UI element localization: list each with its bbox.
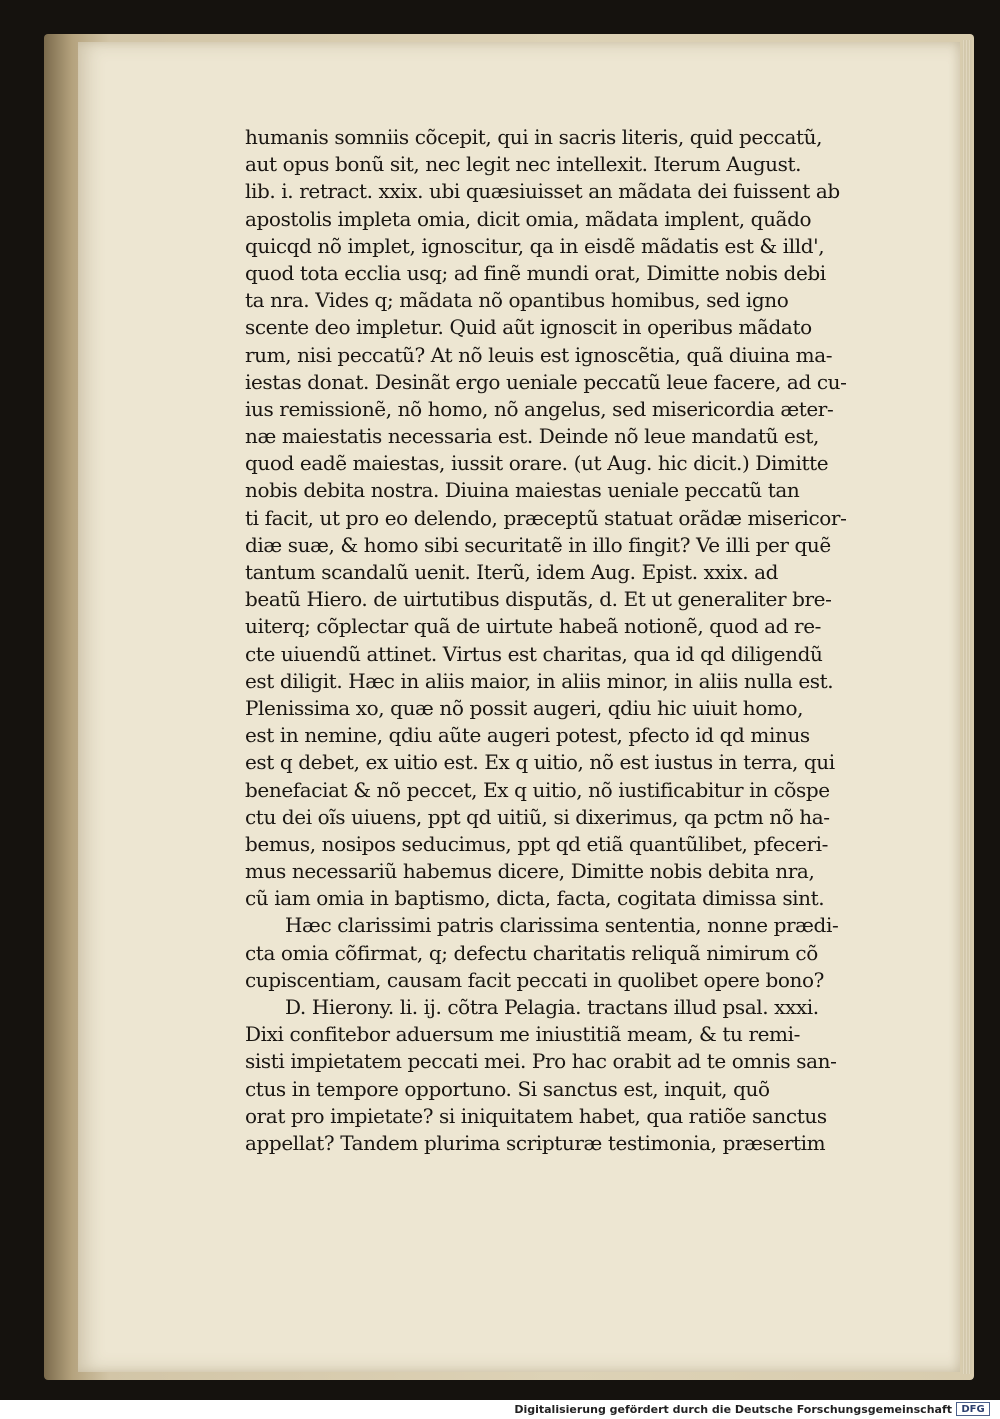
funding-credit: Digitalisierung gefördert durch die Deutsche Forschungsgemeinschaft	[514, 1403, 952, 1416]
text-line: scente deo impletur. Quid aũt ignoscit in operibus mãdato	[245, 315, 812, 340]
page-edges	[962, 40, 972, 1374]
text-line: iestas donat. Desinãt ergo ueniale peccatũ leue facere, ad cu-	[245, 369, 847, 394]
text-line: ta nra. Vides q; mãdata nõ opantibus homibus, sed igno	[245, 288, 789, 313]
text-line: aut opus bonũ sit, nec legit nec intellexit. Iterum August.	[245, 152, 802, 177]
text-line: quod eadẽ maiestas, iussit orare. (ut Aug. hic dicit.) Dimitte	[245, 451, 829, 476]
dfg-logo: DFG	[956, 1402, 990, 1416]
text-line: D. Hierony. li. ij. cõtra Pelagia. tractans illud psal. xxxi.	[285, 995, 819, 1019]
text-line: quod tota ecclia usq; ad finẽ mundi orat, Dimitte nobis debi	[245, 260, 826, 285]
text-line: ius remissionẽ, nõ homo, nõ angelus, sed misericordia æter-	[245, 396, 834, 421]
text-line: quicqd nõ implet, ignoscitur, qa in eisdẽ mãdatis est & illd',	[245, 233, 825, 258]
text-line: cta omia cõfirmat, q; defectu charitatis reliquã nimirum cõ	[245, 940, 818, 965]
text-line: rum, nisi peccatũ? At nõ leuis est ignoscẽtia, quã diuina ma-	[245, 342, 833, 367]
text-line: sisti impietatem peccati mei. Pro hac orabit ad te omnis san-	[245, 1049, 837, 1074]
text-line: est diligit. Hæc in aliis maior, in aliis minor, in aliis nulla est.	[245, 668, 834, 693]
text-line: Plenissima xo, quæ nõ possit augeri, qdiu hic uiuit homo,	[245, 695, 804, 720]
text-line: nobis debita nostra. Diuina maiestas ueniale peccatũ tan	[245, 478, 800, 503]
text-line: bemus, nosipos seducimus, ppt qd etiã quantũlibet, pfeceri-	[245, 831, 829, 856]
text-line: cte uiuendũ attinet. Virtus est charitas, qua id qd diligendũ	[245, 641, 823, 666]
text-line: apostolis impleta omia, dicit omia, mãdata implent, quãdo	[245, 206, 812, 231]
text-line: uiterq; cõplectar quã de uirtute habeã notionẽ, quod ad re-	[245, 614, 821, 639]
text-line: ctus in tempore opportuno. Si sanctus est, inquit, quõ	[245, 1076, 770, 1101]
text-line: ti facit, ut pro eo delendo, præceptũ statuat orãdæ misericor-	[245, 505, 847, 530]
text-line: Hæc clarissimi patris clarissima sententia, nonne prædi-	[285, 913, 839, 938]
text-line: est q debet, ex uitio est. Ex q uitio, nõ est iustus in terra, qui	[245, 750, 835, 775]
text-line: humanis somniis cõcepit, qui in sacris literis, quid peccatũ,	[245, 125, 823, 149]
text-line: lib. i. retract. xxix. ubi quæsiuisset an mãdata dei fuissent ab	[245, 179, 840, 204]
text-line: Dixi confitebor aduersum me iniustitiã meam, & tu remi-	[245, 1022, 800, 1047]
text-line: beatũ Hiero. de uirtutibus disputãs, d. Et ut generaliter bre-	[245, 587, 832, 612]
text-line: mus necessariũ habemus dicere, Dimitte nobis debita nra,	[245, 859, 815, 884]
text-line: est in nemine, qdiu aũte augeri potest, pfecto id qd minus	[245, 723, 810, 748]
text-line: orat pro impietate? si iniquitatem habet, qua ratiõe sanctus	[245, 1103, 827, 1128]
text-line: ctu dei oĩs uiuens, ppt qd uitiũ, si dixerimus, qa pctm nõ ha-	[245, 804, 830, 829]
page-text	[245, 124, 925, 1157]
text-line: næ maiestatis necessaria est. Deinde nõ leue mandatũ est,	[245, 424, 819, 449]
text-line: appellat? Tandem plurima scripturæ testimonia, præsertim	[245, 1130, 826, 1155]
text-line: cupiscentiam, causam facit peccati in quolibet opere bono?	[245, 967, 824, 992]
text-line: benefaciat & nõ peccet, Ex q uitio, nõ iustificabitur in cõspe	[245, 777, 830, 802]
text-line: diæ suæ, & homo sibi securitatẽ in illo fingit? Ve illi per quẽ	[245, 532, 831, 557]
text-line: tantum scandalũ uenit. Iterũ, idem Aug. Epist. xxix. ad	[245, 560, 779, 584]
text-line: cũ iam omia in baptismo, dicta, facta, cogitata dimissa sint.	[245, 886, 825, 911]
